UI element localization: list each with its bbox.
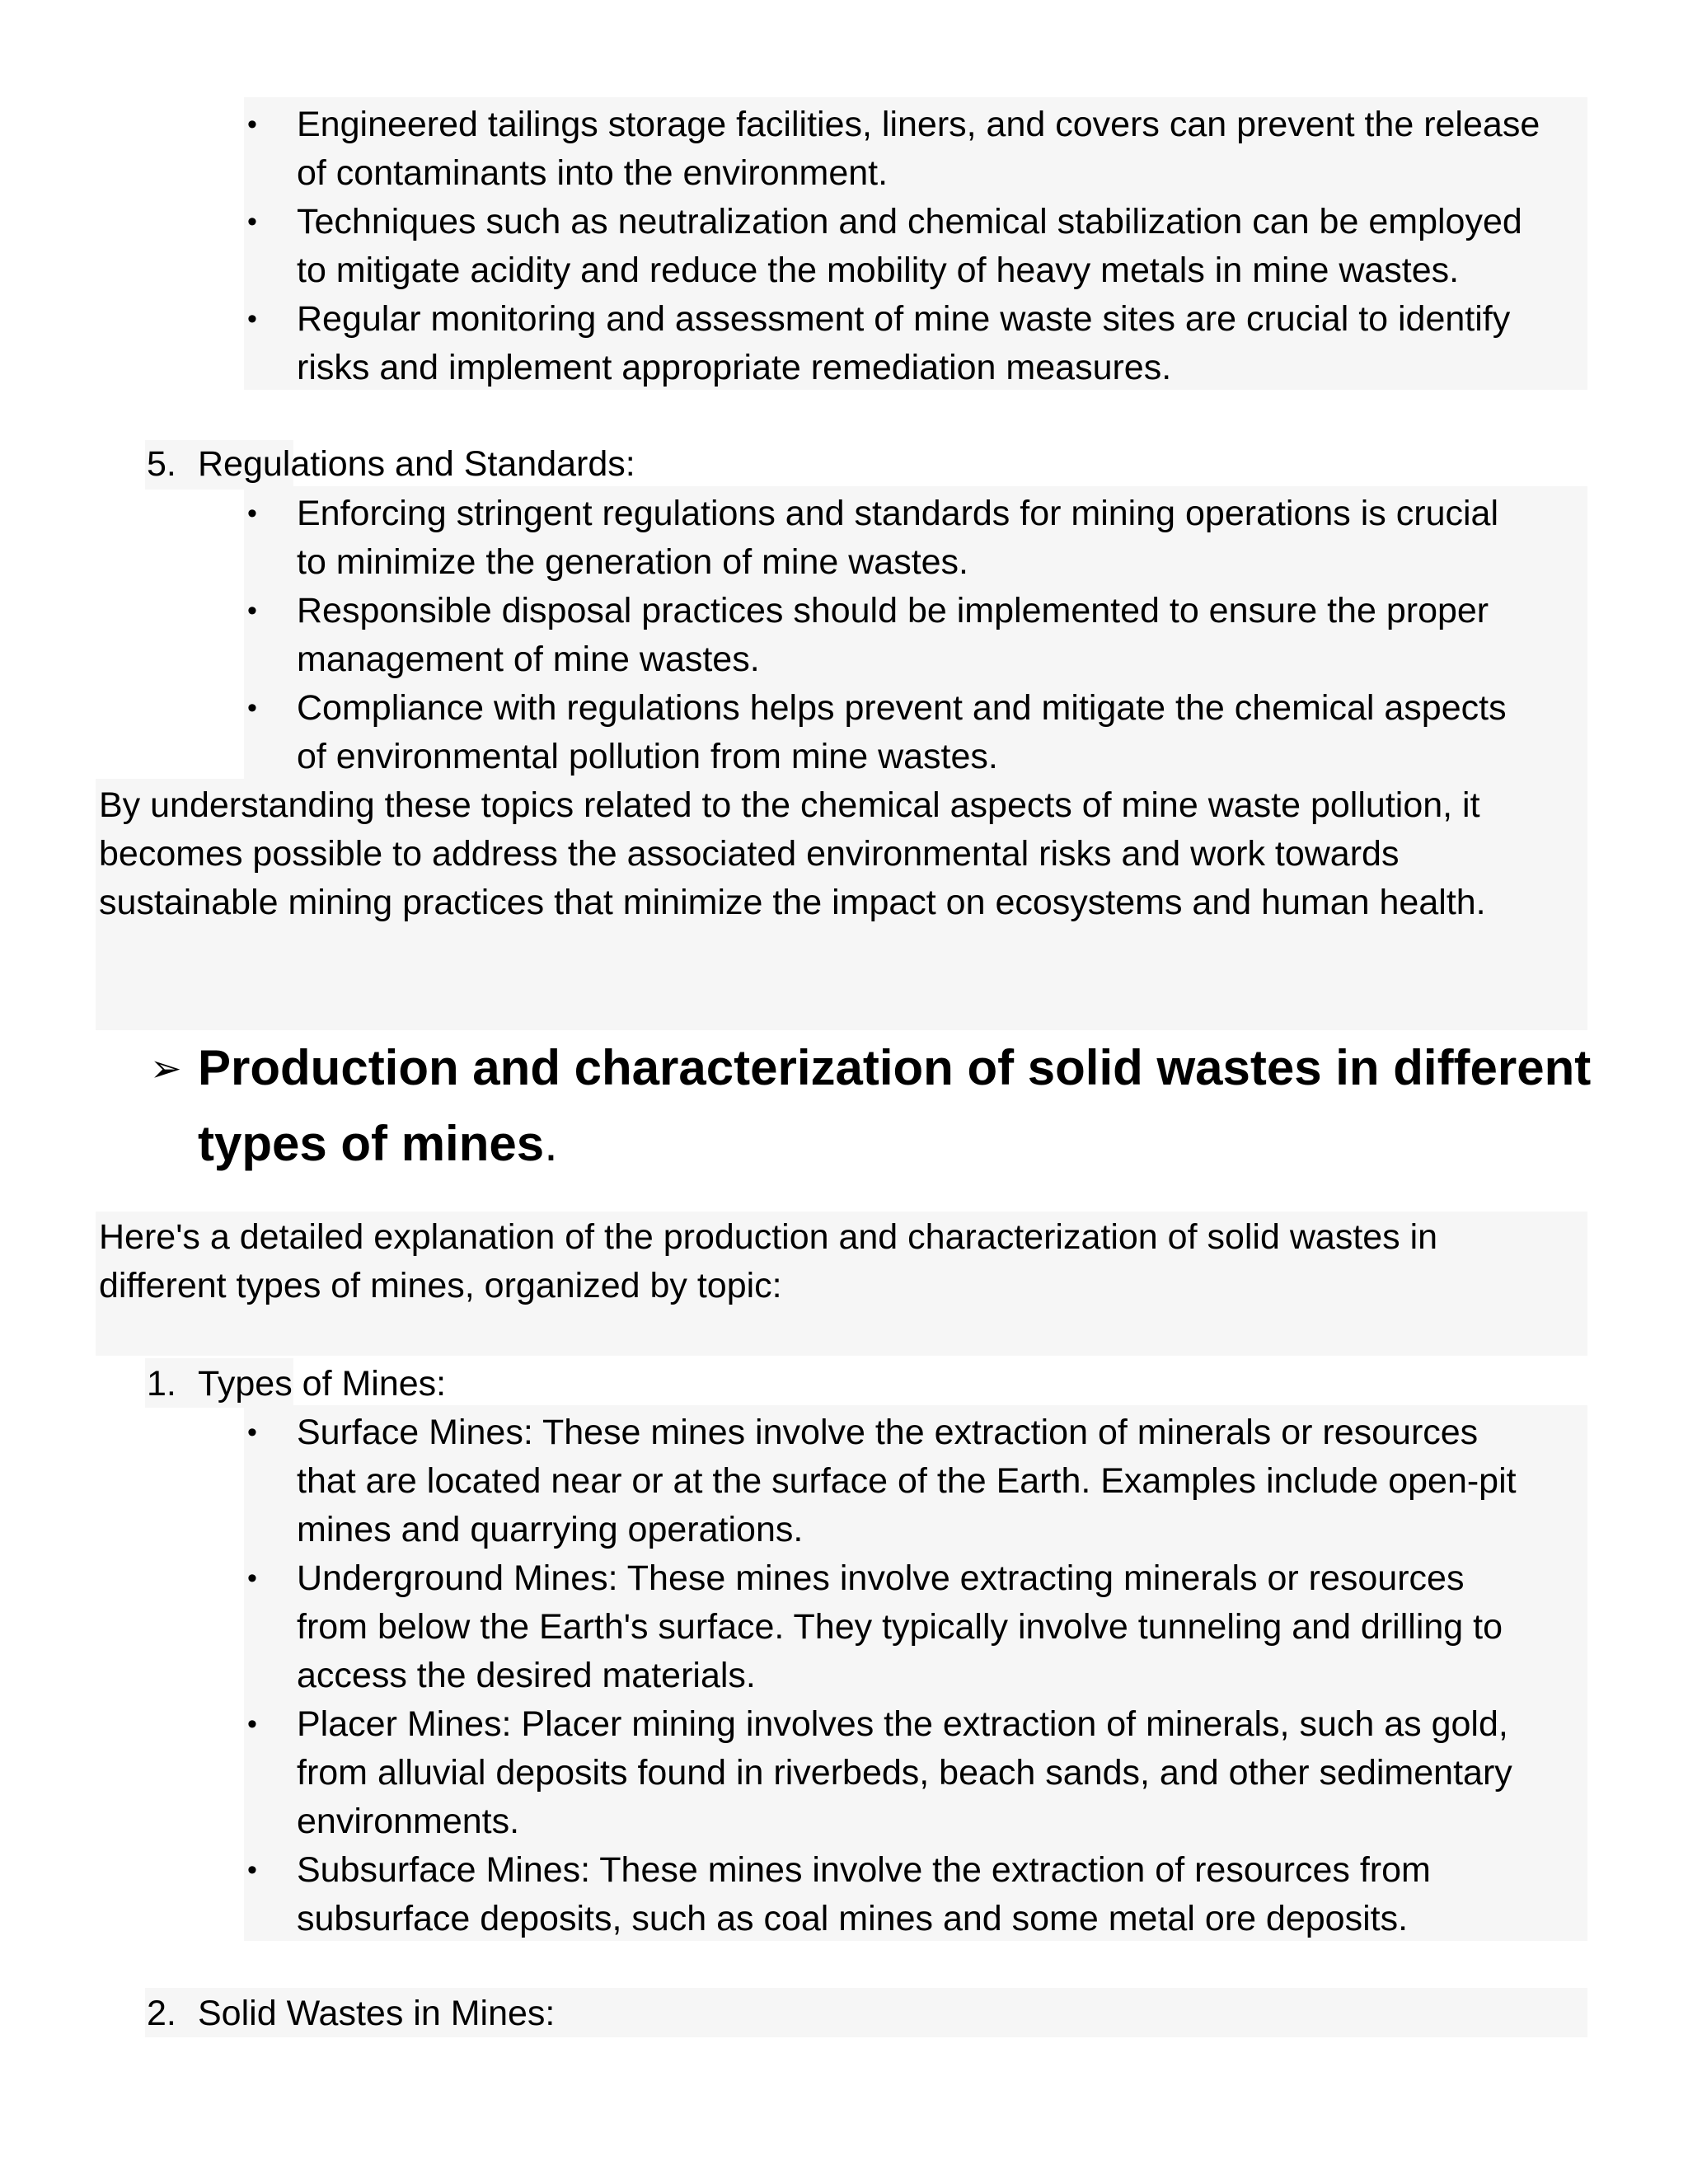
conclusion-line-3: sustainable mining practices that minimize the impact on ecosystems and human health. — [99, 883, 1486, 922]
bullet-marker: • — [247, 206, 257, 237]
section5-title: Regulations and Standards: — [198, 444, 635, 484]
section2-number: 2. — [147, 1994, 176, 2033]
section5-bullet-2-line-1: Responsible disposal practices should be implemented to ensure the proper — [297, 591, 1489, 630]
section1-bullet-3-line-2: from alluvial deposits found in riverbeds, beach sands, and other sedimentary — [297, 1753, 1512, 1793]
bullet-marker: • — [247, 1708, 257, 1740]
section1-bullet-2-line-2: from below the Earth's surface. They typically involve tunneling and drilling to — [297, 1607, 1503, 1647]
bullet-marker: • — [247, 595, 257, 626]
arrow-bullet-icon: ➢ — [150, 1047, 182, 1090]
bullet-marker: • — [247, 1854, 257, 1886]
conclusion-line-2: becomes possible to address the associated environmental risks and work towards — [99, 834, 1400, 874]
section5-bullet-1-line-1: Enforcing stringent regulations and standards for mining operations is crucial — [297, 494, 1499, 533]
section5-bullet-3-line-1: Compliance with regulations helps prevent and mitigate the chemical aspects — [297, 688, 1507, 728]
section1-bullet-4-line-2: subsurface deposits, such as coal mines and some metal ore deposits. — [297, 1899, 1409, 1938]
intro-line-1: Here's a detailed explanation of the production and characterization of solid wastes in — [99, 1217, 1438, 1257]
section4-bullet-2-line-2: to mitigate acidity and reduce the mobility of heavy metals in mine wastes. — [297, 251, 1460, 290]
heading-line-2-text: types of mines — [198, 1116, 545, 1171]
section4-bullet-3-line-1: Regular monitoring and assessment of mine waste sites are crucial to identify — [297, 299, 1511, 339]
conclusion-line-1: By understanding these topics related to the chemical aspects of mine waste pollution, it — [99, 785, 1480, 825]
section5-bullet-3-line-2: of environmental pollution from mine wastes. — [297, 737, 998, 776]
section1-bullet-1-line-1: Surface Mines: These mines involve the extraction of minerals or resources — [297, 1413, 1479, 1452]
section1-bullet-2-line-3: access the desired materials. — [297, 1656, 756, 1695]
section4-bullet-1-line-2: of contaminants into the environment. — [297, 153, 889, 193]
heading-line-2-period: . — [544, 1116, 558, 1171]
section5-bullet-1-line-2: to minimize the generation of mine wastes. — [297, 542, 969, 582]
bullet-marker: • — [247, 692, 257, 724]
section1-bullet-1-line-3: mines and quarrying operations. — [297, 1510, 804, 1549]
section1-bullet-1-line-2: that are located near or at the surface of the Earth. Examples include open-pit — [297, 1461, 1517, 1501]
section4-bullet-1-line-1: Engineered tailings storage facilities, liners, and covers can prevent the release — [297, 105, 1540, 144]
section1-title: Types of Mines: — [198, 1364, 447, 1404]
heading-line-1: Production and characterization of solid wastes in different — [198, 1040, 1592, 1095]
section1-number: 1. — [147, 1364, 176, 1404]
section2-title: Solid Wastes in Mines: — [198, 1994, 556, 2033]
section1-bullet-2-line-1: Underground Mines: These mines involve extracting minerals or resources — [297, 1558, 1465, 1598]
section1-bullet-3-line-3: environments. — [297, 1802, 520, 1841]
bullet-marker: • — [247, 1417, 257, 1448]
bullet-marker: • — [247, 303, 257, 335]
section5-number: 5. — [147, 444, 176, 484]
section4-bullet-2-line-1: Techniques such as neutralization and chemical stabilization can be employed — [297, 202, 1522, 241]
bullet-marker: • — [247, 109, 257, 140]
bullet-marker: • — [247, 498, 257, 529]
section1-bullet-4-line-1: Subsurface Mines: These mines involve the extraction of resources from — [297, 1850, 1431, 1890]
bullet-marker: • — [247, 1563, 257, 1594]
section4-bullet-3-line-2: risks and implement appropriate remediation measures. — [297, 348, 1172, 387]
section1-bullet-3-line-1: Placer Mines: Placer mining involves the extraction of minerals, such as gold, — [297, 1704, 1508, 1744]
section5-bullet-2-line-2: management of mine wastes. — [297, 640, 760, 679]
intro-line-2: different types of mines, organized by topic: — [99, 1266, 782, 1305]
heading-line-2 — [198, 1106, 558, 1182]
